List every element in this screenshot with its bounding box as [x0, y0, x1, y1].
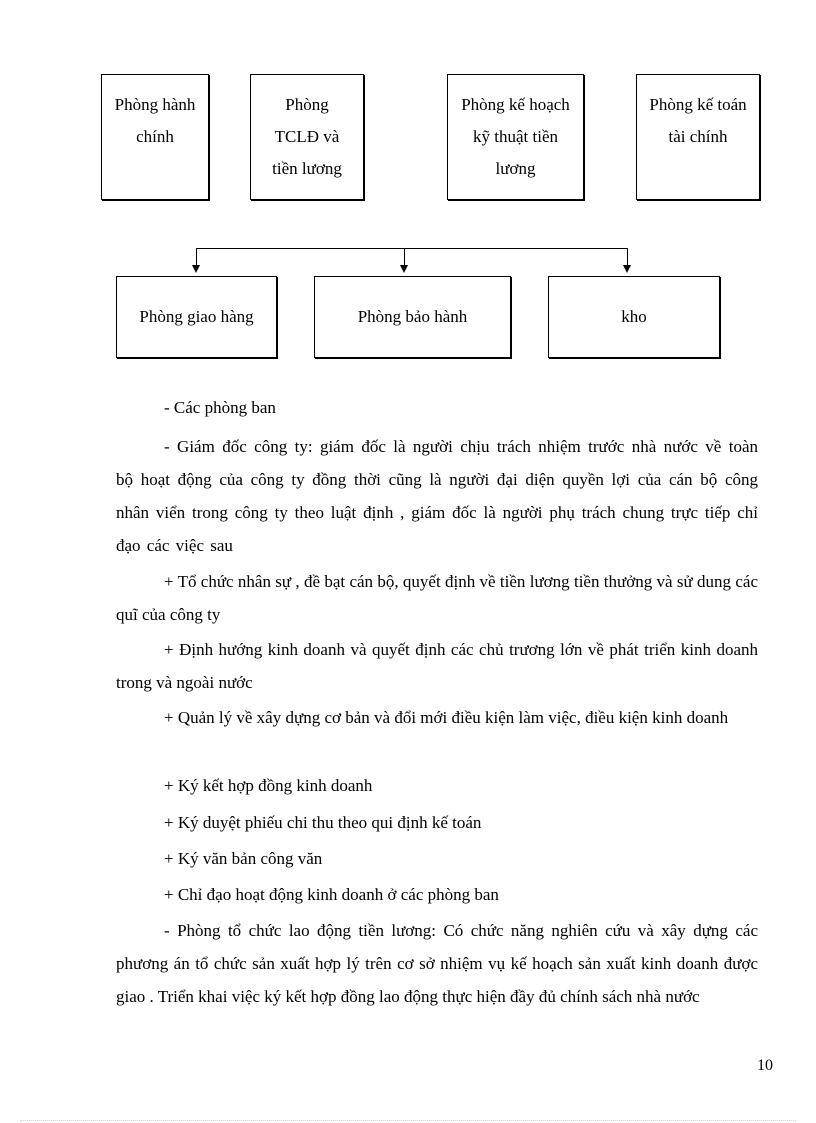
page-number: 10: [757, 1057, 773, 1074]
box-phong-bao-hanh: Phòng bảo hành: [314, 276, 511, 358]
box-phong-hanh-chinh: Phòng hành chính: [101, 74, 209, 200]
connector-drop-right: [627, 248, 628, 265]
box-phong-tcld: Phòng TCLĐ và tiền lương: [250, 74, 364, 200]
arrow-down-icon: [400, 265, 408, 273]
box-phong-giao-hang: Phòng giao hàng: [116, 276, 277, 358]
connector-drop-middle: [404, 248, 405, 265]
paragraph-giam-doc: - Giám đốc công ty: giám đốc là người chịu trách nhiệm trước nhà nước về toàn bộ hoạt động của công ty đồng thời cũng là người đại diện quyền lợi của cán bộ công nhân viển trong công ty theo luật định , giám đốc là người phụ trách chung trực tiếp chỉ đạo các việc sau: [116, 437, 758, 555]
paragraph-bullet-chi-dao: + Chỉ đạo hoạt động kinh doanh ở các phòng ban: [164, 885, 499, 904]
footer-divider: [20, 1120, 796, 1121]
connector-horizontal: [196, 248, 628, 249]
paragraph-phong-to-chuc: - Phòng tổ chức lao động tiền lương: Có chức năng nghiên cứu và xây dựng các phương án tổ chức sản xuất hợp lý trên cơ sở nhiệm vụ kế hoạch sản xuất kinh doanh được giao . Triển khai việc ký kết hợp đồng lao động thực hiện đầy đủ chính sách nhà nước: [116, 921, 758, 1006]
paragraph-bullet-quan-ly: + Quản lý về xây dựng cơ bản và đổi mới điều kiện làm việc, điều kiện kinh doanh: [164, 708, 729, 727]
arrow-down-icon: [192, 265, 200, 273]
arrow-down-icon: [623, 265, 631, 273]
paragraph-bullet-ky-duyet: + Ký duyệt phiếu chi thu theo qui định kế toán: [164, 813, 482, 832]
box-kho: kho: [548, 276, 720, 358]
paragraph-cac-phong-ban: - Các phòng ban: [164, 398, 276, 417]
paragraph-bullet-ky-ket: + Ký kết hợp đồng kinh doanh: [164, 776, 373, 795]
paragraph-bullet-ky-van-ban: + Ký văn bản công văn: [164, 849, 323, 868]
paragraph-bullet-to-chuc-nhan-su: + Tổ chức nhân sự , đề bạt cán bộ, quyết định về tiền lương tiền thưởng và sử dung các quĩ của công ty: [116, 572, 758, 624]
paragraph-bullet-dinh-huong: + Định hướng kinh doanh và quyết định các chủ trương lớn về phát triển kinh doanh trong và ngoài nước: [116, 640, 758, 692]
connector-drop-left: [196, 248, 197, 265]
box-phong-ke-toan: Phòng kế toán tài chính: [636, 74, 760, 200]
box-phong-ke-hoach: Phòng kế hoạch kỹ thuật tiền lương: [447, 74, 584, 200]
